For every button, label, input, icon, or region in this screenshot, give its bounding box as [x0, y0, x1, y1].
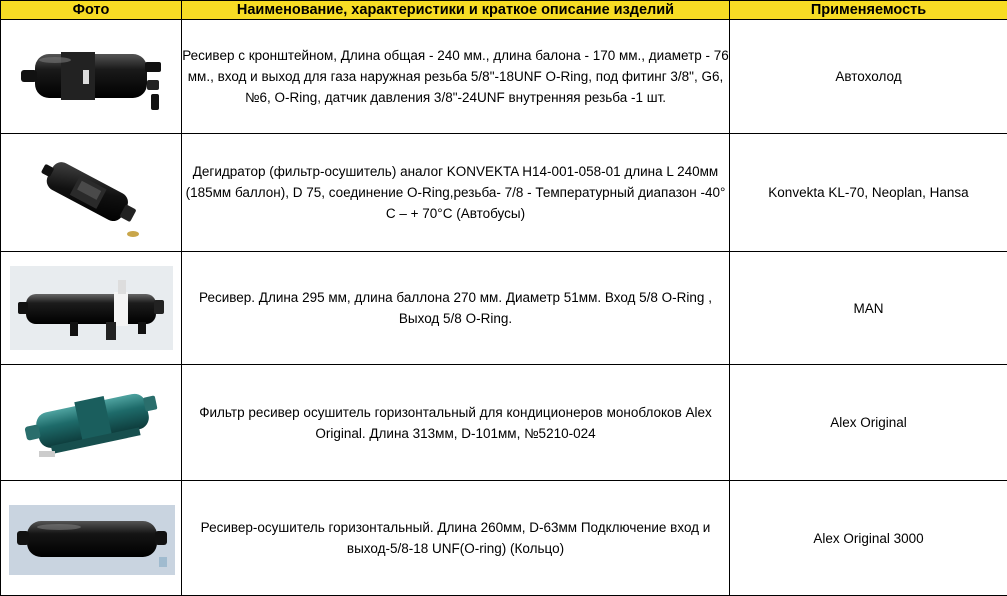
product-description: Ресивер с кронштейном, Длина общая - 240 мм., длина балона - 170 мм., диаметр - 76 мм., вход и выход для газа наружная резьба 5/8"-18UNF O-Ring, под фитинг 3/8", G6, №6, O-Ring, датчик давления 3/8"-24UNF внутренняя резьба -1 шт.: [182, 20, 730, 134]
product-applicability: Alex Original 3000: [730, 481, 1007, 596]
product-photo-cell: [1, 481, 182, 596]
table-row: [1, 365, 1007, 481]
product-description: Фильтр ресивер осушитель горизонтальный для кондиционеров моноблоков Alex Original. Длина 313мм, D-101мм, №5210-024: [182, 365, 730, 481]
product-description: Ресивер-осушитель горизонтальный. Длина 260мм, D-63мм Подключение вход и выход-5/8-18 UNF(O-ring) (Кольцо): [182, 481, 730, 596]
table-row: [1, 134, 1007, 252]
product-applicability: MAN: [730, 252, 1007, 365]
header-applicability: Применяемость: [730, 1, 1007, 20]
table-row: [1, 252, 1007, 365]
product-applicability: Konvekta KL-70, Neoplan, Hansa: [730, 134, 1007, 252]
filter-receiver-drier-horizontal-photo: [17, 379, 167, 467]
receiver-man-photo: [10, 266, 173, 350]
product-photo-cell: [1, 134, 182, 252]
header-description: Наименование, характеристики и краткое описание изделий: [182, 1, 730, 20]
receiver-with-bracket-photo: [15, 40, 165, 118]
receiver-drier-horizontal-photo: [9, 505, 175, 575]
header-photo: Фото: [1, 1, 182, 20]
table-row: [1, 481, 1007, 596]
product-photo-cell: [1, 20, 182, 134]
dehydrator-filter-drier-photo: [35, 148, 145, 238]
product-applicability: Alex Original: [730, 365, 1007, 481]
product-description: Дегидратор (фильтр-осушитель) аналог KONVEKTA H14-001-058-01 длина L 240мм (185мм баллон), D 75, соединение O-Ring,резьба- 7/8 - Температурный диапазон -40° C – + 70°C (Автобусы): [182, 134, 730, 252]
header-row: [1, 1, 1007, 20]
table-row: [1, 20, 1007, 134]
product-photo-cell: [1, 252, 182, 365]
product-photo-cell: [1, 365, 182, 481]
product-description: Ресивер. Длина 295 мм, длина баллона 270 мм. Диаметр 51мм. Вход 5/8 O-Ring , Выход 5/8 O-Ring.: [182, 252, 730, 365]
product-applicability: Автохолод: [730, 20, 1007, 134]
